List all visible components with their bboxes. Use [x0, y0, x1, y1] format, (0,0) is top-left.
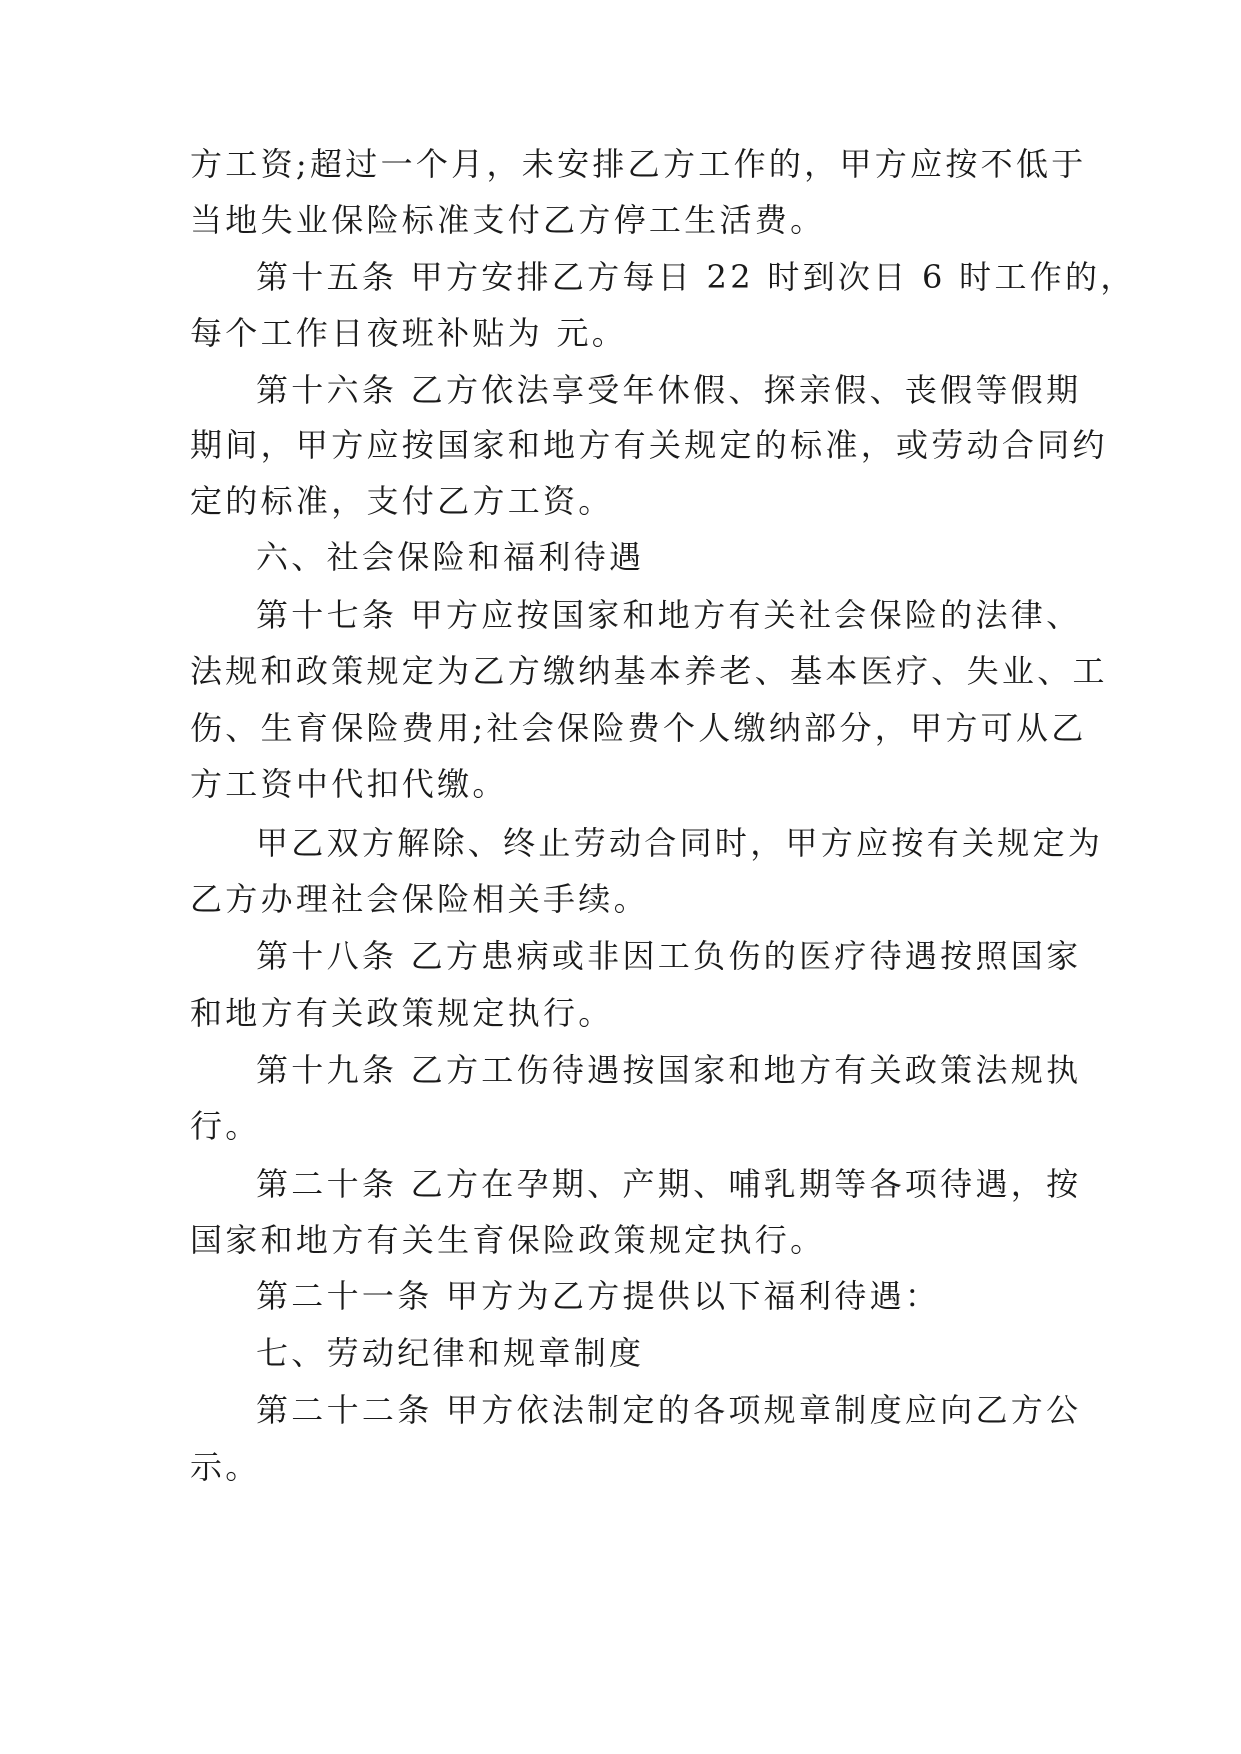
text-line: 第十六条 乙方依法享受年休假、探亲假、丧假等假期	[256, 371, 1082, 409]
text-line: 第十八条 乙方患病或非因工负伤的医疗待遇按照国家	[256, 937, 1082, 975]
text-line: 第二十一条 甲方为乙方提供以下福利待遇：	[256, 1277, 941, 1315]
text-line: 第二十二条 甲方依法制定的各项规章制度应向乙方公	[256, 1391, 1082, 1429]
text-line: 每个工作日夜班补贴为 元。	[190, 314, 628, 352]
text-line: 当地失业保险标准支付乙方停工生活费。	[190, 201, 826, 239]
section-heading: 六、社会保险和福利待遇	[256, 538, 645, 576]
text-line: 甲乙双方解除、终止劳动合同时，甲方应按有关规定为	[256, 824, 1104, 862]
text-line: 方工资;超过一个月，未安排乙方工作的，甲方应按不低于	[190, 145, 1087, 183]
text-line: 第二十条 乙方在孕期、产期、哺乳期等各项待遇，按	[256, 1165, 1082, 1203]
text-line: 第十五条 甲方安排乙方每日 22 时到次日 6 时工作的，	[256, 258, 1136, 296]
text-line: 行。	[190, 1107, 261, 1145]
text-line: 第十九条 乙方工伤待遇按国家和地方有关政策法规执	[256, 1051, 1082, 1089]
text-line: 伤、生育保险费用;社会保险费个人缴纳部分，甲方可从乙	[190, 709, 1087, 747]
text-line: 示。	[190, 1448, 261, 1486]
text-line: 方工资中代扣代缴。	[190, 765, 508, 803]
text-line: 定的标准，支付乙方工资。	[190, 482, 614, 520]
text-line: 乙方办理社会保险相关手续。	[190, 880, 649, 918]
text-line: 国家和地方有关生育保险政策规定执行。	[190, 1221, 826, 1259]
text-line: 法规和政策规定为乙方缴纳基本养老、基本医疗、失业、工	[190, 652, 1108, 690]
text-line: 和地方有关政策规定执行。	[190, 994, 614, 1032]
text-line: 期间，甲方应按国家和地方有关规定的标准，或劳动合同约	[190, 426, 1108, 464]
text-line: 第十七条 甲方应按国家和地方有关社会保险的法律、	[256, 596, 1082, 634]
section-heading: 七、劳动纪律和规章制度	[256, 1334, 645, 1372]
